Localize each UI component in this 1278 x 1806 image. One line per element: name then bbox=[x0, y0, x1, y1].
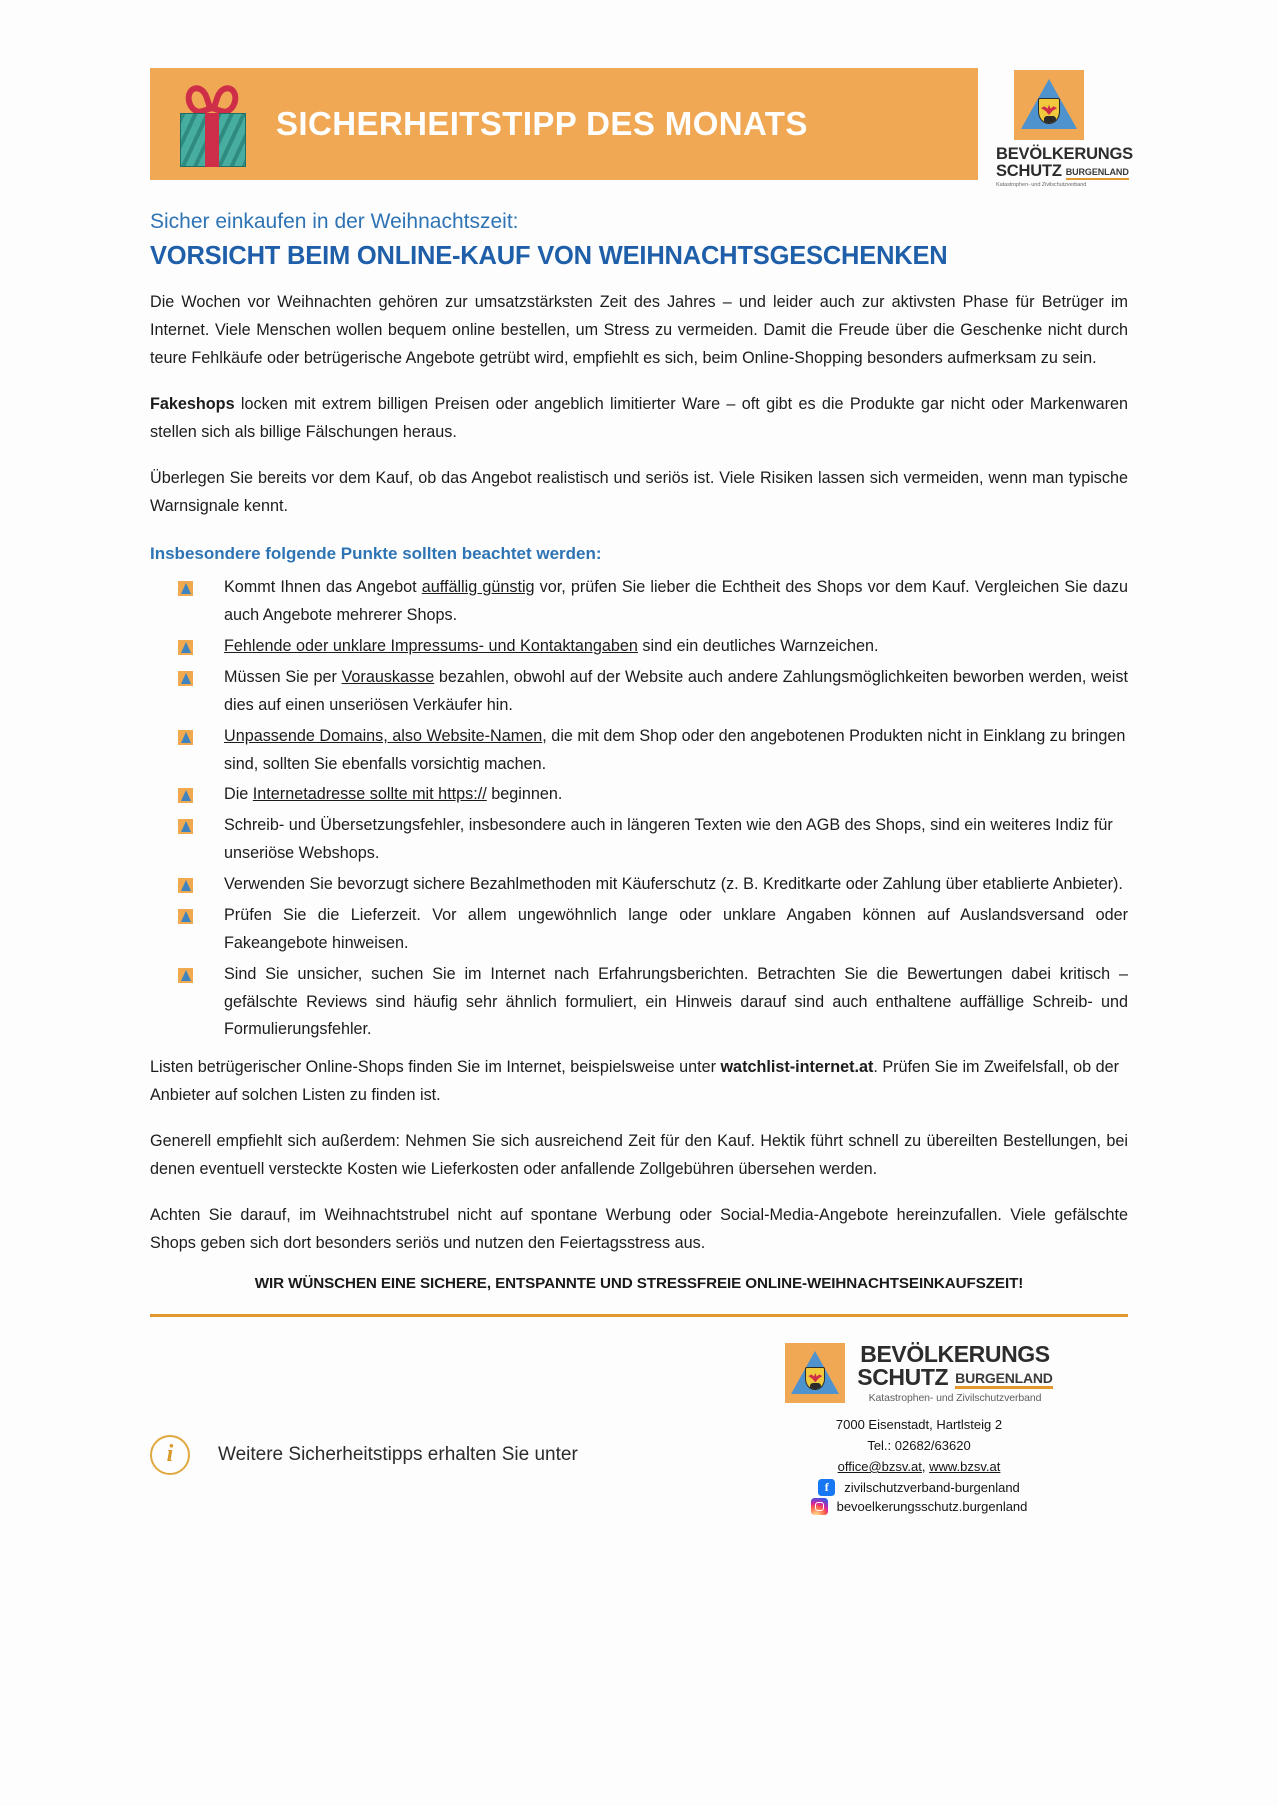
logo-subtitle: Katastrophen- und Zivilschutzverband bbox=[996, 182, 1087, 189]
gift-icon bbox=[174, 81, 252, 167]
fakeshops-label: Fakeshops bbox=[150, 395, 235, 414]
list-item bbox=[178, 812, 1128, 868]
tip-text-underlined: Vorauskasse bbox=[341, 668, 435, 687]
tip-text-post: sind ein deutliches Warnzeichen. bbox=[637, 637, 879, 656]
watchlist-paragraph bbox=[150, 1054, 1128, 1110]
article-kicker: Sicher einkaufen in der Weihnachtszeit: bbox=[150, 210, 519, 234]
logo-region: BURGENLAND bbox=[1066, 167, 1129, 180]
footer-logo-subtitle: Katastrophen- und Zivilschutzverband bbox=[868, 1391, 1042, 1404]
tip-text-pre: Die bbox=[224, 785, 253, 804]
bevoelkerungsschutz-logo-icon bbox=[785, 1343, 845, 1403]
consider-paragraph: Überlegen Sie bereits vor dem Kauf, ob das Angebot realistisch und seriös ist. Viele Risiken lassen sich vermeiden, wenn man typische Warnsignale kennt. bbox=[150, 468, 1128, 515]
facebook-handle: zivilschutzverband-burgenland bbox=[844, 1480, 1020, 1496]
fakeshops-paragraph bbox=[150, 391, 1128, 447]
email-separator: , bbox=[921, 1458, 930, 1474]
website-link[interactable]: www.bzsv.at bbox=[929, 1458, 1001, 1474]
attention-paragraph: Achten Sie darauf, im Weihnachtstrubel nicht auf spontane Werbung oder Social-Media-Angebote hereinzufallen. Viele gefälschte Shops geben sich dort besonders seriös und nutzen den Feiertagsstress aus. bbox=[150, 1205, 1128, 1252]
tip-text-underlined: Internetadresse sollte mit https:// bbox=[252, 785, 487, 804]
instagram-row[interactable] bbox=[811, 1498, 1028, 1515]
bullet-triangle-icon bbox=[178, 640, 193, 655]
bullet-triangle-icon bbox=[178, 788, 193, 803]
list-item bbox=[178, 574, 1128, 630]
footer-phone: Tel.: 02682/63620 bbox=[867, 1437, 971, 1453]
tip-text-underlined: Fehlende oder unklare Impressums- und Kontaktangaben bbox=[224, 637, 638, 656]
banner-title: SICHERHEITSTIPP DES MONATS bbox=[276, 105, 808, 142]
tips-subheading: Insbesondere folgende Punkte sollten beachtet werden: bbox=[150, 544, 602, 564]
document-header bbox=[0, 0, 1278, 188]
footer-more-tips bbox=[150, 1343, 710, 1475]
document-content bbox=[0, 210, 1278, 1292]
footer-logo-line1: BEVÖLKERUNGS bbox=[860, 1340, 1050, 1367]
closing-wish: WIR WÜNSCHEN EINE SICHERE, ENTSPANNTE UND STRESSFREIE ONLINE-WEIHNACHTSEINKAUFSZEIT! bbox=[254, 1275, 1024, 1293]
facebook-row[interactable] bbox=[818, 1479, 1020, 1496]
bullet-triangle-icon bbox=[178, 730, 193, 745]
document-footer bbox=[0, 1317, 1278, 1515]
tip-text-post: beginnen. bbox=[486, 785, 563, 804]
fakeshops-text: locken mit extrem billigen Preisen oder angeblich limitierter Ware – oft gibt es die Produkte gar nicht oder Markenwaren stellen sich als billige Fälschungen heraus. bbox=[150, 395, 1128, 441]
tip-text-underlined: auffällig günstig bbox=[421, 578, 535, 597]
list-item bbox=[178, 781, 1128, 809]
bullet-triangle-icon bbox=[178, 968, 193, 983]
logo-line2: SCHUTZ bbox=[996, 161, 1062, 180]
footer-contact-block bbox=[710, 1340, 1128, 1515]
footer-logo-line2: SCHUTZ bbox=[857, 1363, 949, 1390]
instagram-handle: bevoelkerungsschutz.burgenland bbox=[836, 1499, 1028, 1515]
footer-email-website bbox=[838, 1456, 1001, 1477]
watchlist-post: . Prüfen Sie im Zweifelsfall, ob der Anbieter auf solchen Listen zu finden ist. bbox=[150, 1058, 1119, 1105]
bullet-triangle-icon bbox=[178, 581, 193, 596]
more-tips-label: Weitere Sicherheitstipps erhalten Sie unter bbox=[218, 1443, 578, 1465]
tips-list bbox=[150, 574, 1128, 1044]
bullet-triangle-icon bbox=[178, 671, 193, 686]
list-item bbox=[178, 633, 1128, 661]
tip-text-post: , die mit dem Shop oder den angebotenen Produkten nicht in Einklang zu bringen sind, sollten Sie ebenfalls vorsichtig machen. bbox=[224, 726, 1126, 773]
bevoelkerungsschutz-logo-icon bbox=[1014, 70, 1084, 140]
watchlist-pre: Listen betrügerischer Online-Shops finden Sie im Internet, beispielsweise unter bbox=[150, 1058, 721, 1077]
logo-line1: BEVÖLKERUNGS bbox=[996, 145, 1133, 163]
list-item bbox=[178, 902, 1128, 958]
tip-text-pre: Schreib- und Übersetzungsfehler, insbesondere auch in längeren Texten wie den AGB des Shops, sind ein weiteres Indiz für unseriöse Webshops. bbox=[224, 816, 1113, 863]
tip-text-pre: Müssen Sie per bbox=[224, 668, 342, 687]
info-icon: i bbox=[150, 1435, 190, 1475]
intro-paragraph: Die Wochen vor Weihnachten gehören zur umsatzstärksten Zeit des Jahres – und leider auch zur aktivsten Phase für Betrüger im Internet. Viele Menschen wollen bequem online bestellen, um Stress zu vermeiden. Damit die Freude über die Geschenke nicht durch teure Fehlkäufe oder betrügerische Angebote getrübt wird, empfiehlt es sich, beim Online-Shopping besonders aufmerksam zu sein. bbox=[150, 293, 1128, 368]
tip-text-post: bezahlen, obwohl auf der Website auch andere Zahlungsmöglichkeiten beworben werden, weist dies auf einen unseriösen Verkäufer hin. bbox=[224, 668, 1128, 714]
instagram-icon bbox=[811, 1498, 828, 1515]
list-item bbox=[178, 961, 1128, 1045]
tip-text-underlined: Unpassende Domains, also Website-Namen bbox=[224, 726, 543, 745]
tip-text-pre: Prüfen Sie die Lieferzeit. Vor allem ungewöhnlich lange oder unklare Angaben können auf Auslandsversand oder Fakeangebote hinweisen. bbox=[224, 905, 1128, 952]
watchlist-domain: watchlist-internet.at bbox=[720, 1058, 874, 1077]
tip-text-pre: Verwenden Sie bevorzugt sichere Bezahlmethoden mit Käuferschutz (z. B. Kreditkarte oder Zahlung über etablierte Anbieter). bbox=[224, 875, 1123, 894]
organization-logo-footer bbox=[785, 1340, 1053, 1404]
organization-logo-top bbox=[996, 68, 1133, 189]
bullet-triangle-icon bbox=[178, 909, 193, 924]
footer-logo-region: BURGENLAND bbox=[955, 1371, 1053, 1389]
email-link[interactable]: office@bzsv.at bbox=[837, 1458, 922, 1474]
tip-text-pre: Kommt Ihnen das Angebot bbox=[224, 578, 422, 597]
bullet-triangle-icon bbox=[178, 819, 193, 834]
list-item bbox=[178, 871, 1128, 899]
tip-text-post: vor, prüfen Sie lieber die Echtheit des Shops vor dem Kauf. Vergleichen Sie dazu auch Angebote mehrerer Shops. bbox=[224, 578, 1128, 625]
list-item bbox=[178, 664, 1128, 720]
list-item bbox=[178, 723, 1128, 779]
header-banner bbox=[150, 68, 978, 180]
bullet-triangle-icon bbox=[178, 878, 193, 893]
facebook-icon: f bbox=[818, 1479, 835, 1496]
tip-text-pre: Sind Sie unsicher, suchen Sie im Internet nach Erfahrungsberichten. Betrachten Sie die Bewertungen dabei kritisch – gefälschte Reviews sind häufig sehr ähnlich formuliert, ein Hinweis darauf sind auch enthaltene auffällige Schreib- und Formulierungsfehler. bbox=[224, 964, 1128, 1039]
general-advice-paragraph: Generell empfiehlt sich außerdem: Nehmen Sie sich ausreichend Zeit für den Kauf. Hektik führt schnell zu übereilten Bestellungen, bei denen eventuell versteckte Kosten wie Lieferkosten oder anfallende Zollgebühren übersehen werden. bbox=[150, 1131, 1128, 1178]
page-title: VORSICHT BEIM ONLINE-KAUF VON WEIHNACHTSGESCHENKEN bbox=[150, 242, 948, 271]
footer-address: 7000 Eisenstadt, Hartlsteig 2 bbox=[835, 1416, 1003, 1432]
